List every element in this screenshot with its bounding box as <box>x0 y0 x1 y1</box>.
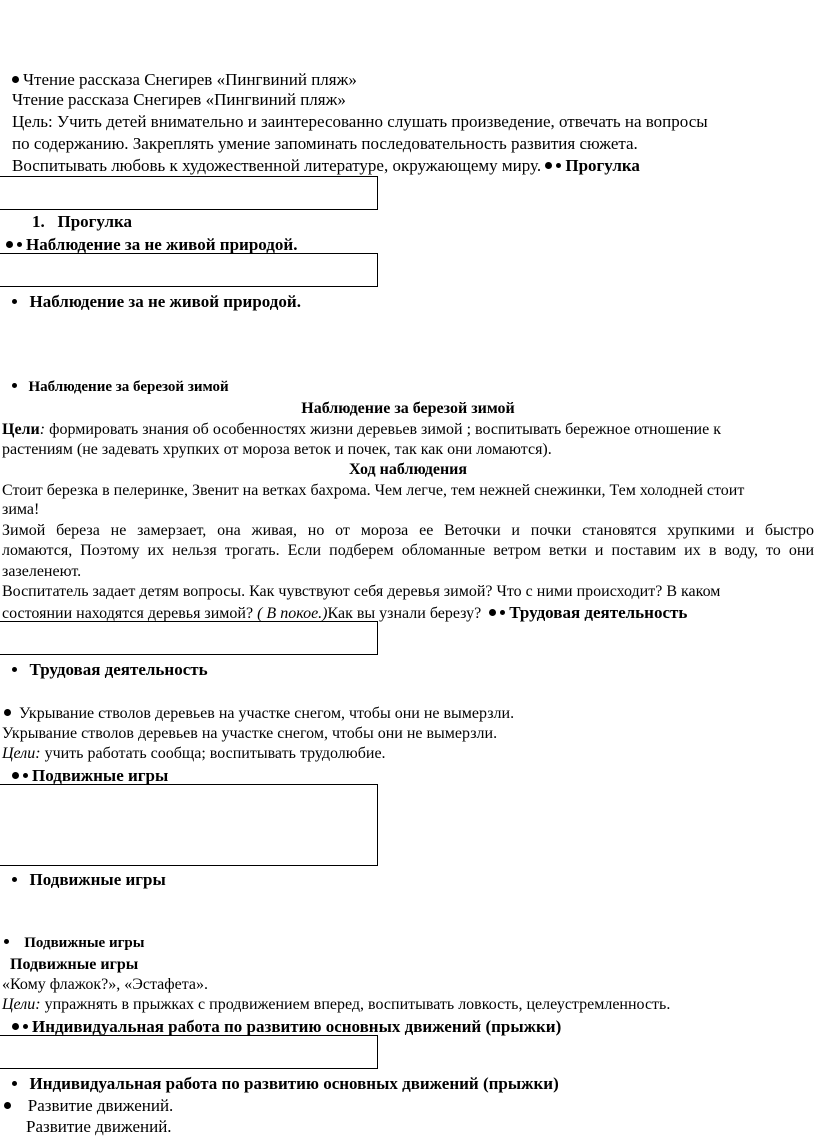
walk-numbered-item <box>32 212 132 232</box>
bullet-icon <box>12 1081 17 1086</box>
birch-goals-label: Цели <box>2 421 40 438</box>
individual-movement-plain: Развитие движений. <box>26 1117 172 1136</box>
reading-goal-line-3 <box>12 156 640 176</box>
games-heading-text: Подвижные игры <box>29 870 166 889</box>
individual-heading-text: Индивидуальная работа по развитию основных движений (прыжки) <box>29 1074 559 1093</box>
bullet-icon <box>556 163 561 168</box>
birch-goals-text: формировать знания об особенностях жизни деревьев зимой ; воспитывать бережное отношение к <box>45 421 721 438</box>
birch-poem-line-2: зима! <box>2 501 40 518</box>
birch-text-line-3: зазеленеют. <box>2 563 82 580</box>
walk-obs-inline-text: Наблюдение за не живой природой. <box>26 235 298 254</box>
games-inline-text: Подвижные игры <box>32 766 169 785</box>
individual-movement-bullet-text: Развитие движений. <box>27 1096 174 1115</box>
bullet-icon <box>545 162 552 169</box>
walk-inline-label: Прогулка <box>565 156 640 175</box>
birch-goals-colon: : <box>39 421 46 438</box>
bullet-icon <box>23 773 28 778</box>
games-goals-label: Цели: <box>2 996 41 1013</box>
birch-question-part-b: Как вы узнали березу? <box>327 605 482 622</box>
bullet-icon <box>17 242 22 247</box>
bullet-icon <box>12 383 17 388</box>
empty-box <box>0 1035 378 1069</box>
bullet-icon <box>489 609 496 616</box>
walk-label: Прогулка <box>57 212 133 231</box>
birch-goals-line-2: растениям (не задевать хрупких от мороза веток и почек, так как они ломаются). <box>2 441 552 458</box>
reading-goal-line-3-text: Воспитывать любовь к художественной литературе, окружающему миру. <box>12 156 542 175</box>
games-names: «Кому флажок?», «Эстафета». <box>2 976 208 993</box>
individual-heading <box>12 1074 559 1094</box>
bullet-icon <box>12 1023 19 1030</box>
bullet-icon <box>12 772 19 779</box>
labor-goals-text: учить работать сообща; воспитывать трудолюбие. <box>40 745 386 762</box>
labor-inline-label: Трудовая деятельность <box>509 603 688 622</box>
birch-goals-line-1 <box>2 421 721 439</box>
birch-bullet-heading <box>12 379 229 396</box>
games-goals <box>2 996 670 1014</box>
individual-inline-text: Индивидуальная работа по развитию основных движений (прыжки) <box>32 1017 562 1036</box>
bullet-icon <box>6 241 13 248</box>
reading-title: Чтение рассказа Снегирев «Пингвиний пляж» <box>12 90 346 109</box>
reading-bullet-title-text: Чтение рассказа Снегирев «Пингвиний пляж» <box>23 70 357 89</box>
bullet-icon <box>500 610 505 615</box>
labor-goals <box>2 745 386 763</box>
reading-goal-line-1: Цель: Учить детей внимательно и заинтересованно слушать произведение, отвечать на вопросы <box>12 112 708 131</box>
birch-text-line-1: Зимой береза не замерзает, она живая, но от мороза ее Веточки и почки становятся хрупкими и быстро <box>2 522 814 539</box>
labor-task-plain: Укрывание стволов деревьев на участке снегом, чтобы они не вымерзли. <box>2 725 498 742</box>
bullet-icon <box>23 1024 28 1029</box>
individual-inline <box>12 1017 561 1037</box>
empty-box <box>0 784 378 866</box>
labor-task-bullet-text: Укрывание стволов деревьев на участке снегом, чтобы они не вымерзли. <box>19 705 515 722</box>
labor-heading <box>12 660 208 680</box>
bullet-icon <box>4 1102 11 1109</box>
birch-question-line-1: Воспитатель задает детям вопросы. Как чувствуют себя деревья зимой? Что с ними происходит? В каком <box>2 583 721 600</box>
birch-course-heading: Ход наблюдения <box>348 461 468 478</box>
empty-box <box>0 621 378 655</box>
reading-goal-line-2: по содержанию. Закреплять умение запоминать последовательность развития сюжета. <box>12 134 638 153</box>
bullet-icon <box>12 877 17 882</box>
games-bullet-heading <box>4 935 144 952</box>
empty-box <box>0 253 378 287</box>
walk-obs-inline <box>6 235 297 255</box>
birch-bullet-heading-text: Наблюдение за березой зимой <box>28 379 229 395</box>
bullet-icon <box>4 939 9 944</box>
birch-answer-italic: ( В покое.) <box>257 605 328 622</box>
birch-center-heading: Наблюдение за березой зимой <box>301 400 515 417</box>
birch-question-part-a: состоянии находятся деревья зимой? <box>2 605 258 622</box>
bullet-icon <box>4 709 11 716</box>
bullet-icon <box>12 667 17 672</box>
individual-movement-bullet <box>4 1096 173 1116</box>
bullet-icon <box>12 299 17 304</box>
games-goals-text: упражнять в прыжках с продвижением вперед, воспитывать ловкость, целеустремленность. <box>40 996 671 1013</box>
games-inline <box>12 766 168 786</box>
walk-obs-heading <box>12 292 301 312</box>
labor-goals-label: Цели: <box>2 745 41 762</box>
birch-poem-line-1: Стоит березка в пелеринке, Звенит на ветках бахрома. Чем легче, тем нежней снежинки, Тем холодней стоит <box>2 482 745 499</box>
bullet-icon <box>12 76 19 83</box>
reading-bullet-title <box>12 70 357 90</box>
games-plain-heading: Подвижные игры <box>10 956 139 973</box>
empty-box <box>0 176 378 210</box>
list-number: 1. <box>32 212 45 231</box>
games-bullet-heading-text: Подвижные игры <box>24 935 145 951</box>
labor-heading-text: Трудовая деятельность <box>29 660 208 679</box>
birch-text-line-2: ломаются, Поэтому их нельзя трогать. Если подберем обломанные ветром ветки и поставим их в воду, то они <box>2 542 814 559</box>
walk-obs-heading-text: Наблюдение за не живой природой. <box>29 292 301 311</box>
games-heading <box>12 870 166 890</box>
labor-task-bullet <box>4 705 514 723</box>
